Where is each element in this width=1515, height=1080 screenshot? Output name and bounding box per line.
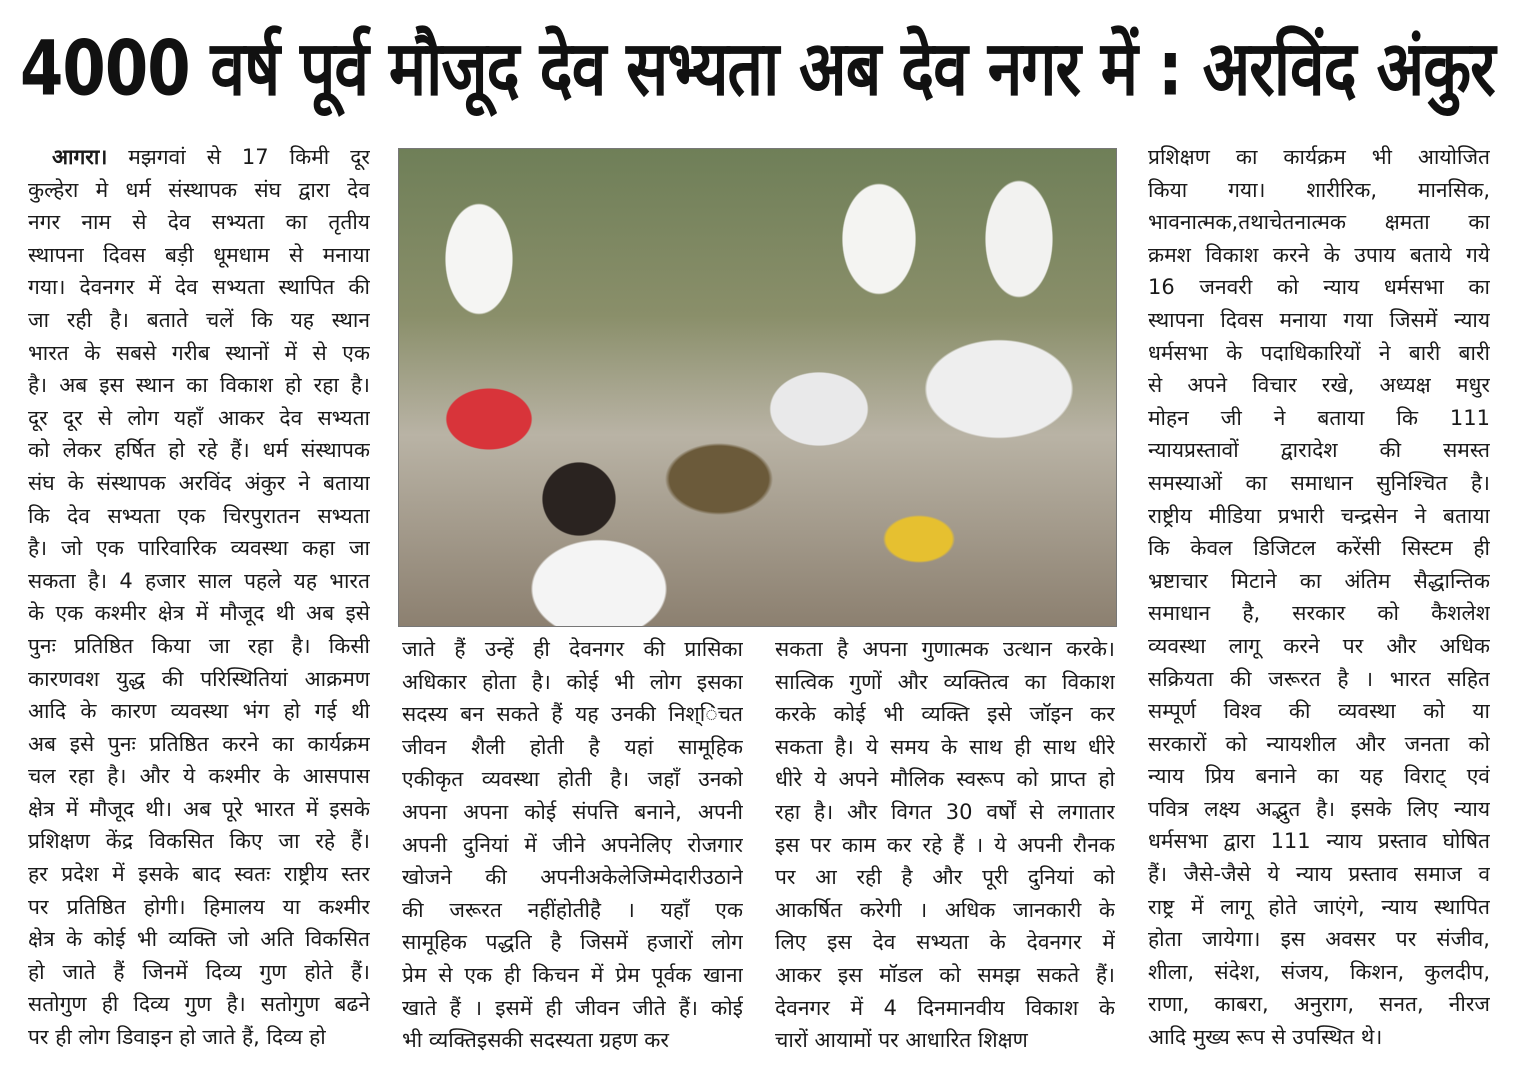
article-line: करके कोई भी व्यक्ति इसे जॉइन कर	[775, 702, 1115, 727]
article-line: धर्मसभा द्वारा 111 न्याय प्रस्ताव घोषित	[1148, 829, 1490, 854]
article-line: सम्पूर्ण विश्व की व्यवस्था को या	[1148, 699, 1490, 724]
dateline: आगरा।	[52, 145, 108, 169]
article-line: के एक कश्मीर क्षेत्र में मौजूद थी अब इसे	[28, 601, 370, 626]
article-line: हो जाते हैं जिनमें दिव्य गुण होते हैं।	[28, 959, 370, 984]
article-line: हर प्रदेश में इसके बाद स्वतः राष्ट्रीय स्तर	[28, 862, 370, 887]
article-line: जा रही है। बताते चलें कि यह स्थान	[28, 307, 370, 332]
article-line: अपनी दुनियां में जीने अपनेलिए रोजगार	[402, 832, 743, 857]
article-line: दूर दूर से लोग यहाँ आकर देव सभ्यता	[28, 405, 370, 430]
article-line: सतोगुण ही दिव्य गुण है। सतोगुण बढने	[28, 992, 370, 1017]
article-line: भावनात्मक,तथाचेतनात्मक क्षमता का	[1148, 210, 1490, 235]
article-line: एकीकृत व्यवस्था होती है। जहाँ उनको	[402, 767, 743, 792]
article-column-3	[775, 633, 1115, 1057]
article-line: समाधान है, सरकार को कैशलेश	[1148, 601, 1490, 626]
article-line: लिए इस देव सभ्यता के देवनगर में	[775, 930, 1115, 955]
article-line: क्रमश विकाश करने के उपाय बताये गये	[1148, 242, 1490, 267]
article-line: इस पर काम कर रहे हैं । ये अपनी रौनक	[775, 832, 1115, 857]
article-line: प्रशिक्षण का कार्यक्रम भी आयोजित	[1148, 145, 1490, 169]
article-line: आदि के कारण व्यवस्था भंग हो गई थी	[28, 699, 370, 724]
article-line: कि केवल डिजिटल करेंसी सिस्टम ही	[1148, 536, 1490, 561]
article-line: खाते हैं । इसमें ही जीवन जीते हैं। कोई	[402, 995, 743, 1020]
article-line: पवित्र लक्ष्य अद्भुत है। इसके लिए न्याय	[1148, 796, 1490, 821]
article-line: पुनः प्रतिष्ठित किया जा रहा है। किसी	[28, 633, 370, 658]
article-line: चल रहा है। और ये कश्मीर के आसपास	[28, 764, 370, 789]
article-line: मोहन जी ने बताया कि 111	[1148, 405, 1490, 430]
article-line: आकर्षित करेगी । अधिक जानकारी के	[775, 897, 1115, 922]
article-line: प्रेम से एक ही किचन में प्रेम पूर्वक खाना	[402, 962, 743, 987]
article-line: होता जायेगा। इस अवसर पर संजीव,	[1148, 927, 1490, 952]
article-line: 16 जनवरी को न्याय धर्मसभा का	[1148, 275, 1490, 300]
article-line: किया गया। शारीरिक, मानसिक,	[1148, 177, 1490, 202]
article-line: धीरे ये अपने मौलिक स्वरूप को प्राप्त हो	[775, 767, 1115, 792]
article-line: पर ही लोग डिवाइन हो जाते हैं, दिव्य हो	[28, 1025, 326, 1050]
article-line: चारों आयामों पर आधारित शिक्षण	[775, 1028, 1028, 1053]
article-line: खोजने की अपनीअकेलेजिम्मेदारीउठाने	[402, 865, 743, 890]
article-line: पर प्रतिष्ठित होगी। हिमालय या कश्मीर	[28, 894, 370, 919]
article-line: जीवन शैली होती है यहां सामूहिक	[402, 734, 743, 759]
article-line: न्यायप्रस्तावों द्वारादेश की समस्त	[1148, 438, 1490, 463]
article-line: पर आ रही है और पूरी दुनियां को	[775, 865, 1115, 890]
article-line: सकता है। ये समय के साथ ही साथ धीरे	[775, 734, 1115, 759]
article-line: धर्मसभा के पदाधिकारियों ने बारी बारी	[1148, 340, 1490, 365]
article-line: अधिकार होता है। कोई भी लोग इसका	[402, 669, 743, 694]
article-line: व्यवस्था लागू करने पर और अधिक	[1148, 633, 1490, 658]
headline-container	[20, 14, 1495, 124]
article-line: अब इसे पुनः प्रतिष्ठित करने का कार्यक्रम	[28, 731, 370, 756]
article-line: सरकारों को न्यायशील और जनता को	[1148, 731, 1490, 756]
article-line: भारत के सबसे गरीब स्थानों में से एक	[28, 340, 370, 365]
article-line: है। अब इस स्थान का विकाश हो रहा है।	[28, 373, 370, 398]
article-line: से अपने विचार रखे, अध्यक्ष मधुर	[1148, 373, 1490, 398]
article-column-4	[1148, 141, 1490, 1054]
article-line: जाते हैं उन्हें ही देवनगर की प्रासिका	[402, 637, 743, 661]
headline: 4000 वर्ष पूर्व मौजूद देव सभ्यता अब देव नगर में : अरविंद अंकुर	[20, 24, 1495, 113]
article-line: की जरूरत नहींहोतीहै । यहाँ एक	[402, 897, 743, 922]
article-line: गया। देवनगर में देव सभ्यता स्थापित की	[28, 275, 370, 300]
article-line: रहा है। और विगत 30 वर्षों से लगातार	[775, 799, 1115, 824]
article-line: सक्रियता की जरूरत है । भारत सहित	[1148, 666, 1490, 691]
article-line: क्षेत्र के कोई भी व्यक्ति जो अति विकसित	[28, 927, 370, 952]
article-line: सकता है। 4 हजार साल पहले यह भारत	[28, 568, 370, 593]
article-line: नगर नाम से देव सभ्यता का तृतीय	[28, 210, 370, 235]
article-line: राष्ट्रीय मीडिया प्रभारी चन्द्रसेन ने बताया	[1148, 503, 1490, 528]
article-line: समस्याओं का समाधान सुनिश्चित है।	[1148, 470, 1490, 495]
article-line: आकर इस मॉडल को समझ सकते हैं।	[775, 962, 1115, 987]
article-line: सदस्य बन सकते हैं यह उनकी निश्िंचत	[402, 702, 743, 727]
article-line: हैं। जैसे-जैसे ये न्याय प्रस्ताव समाज व	[1148, 862, 1490, 887]
article-line: अपना अपना कोई संपत्ति बनाने, अपनी	[402, 799, 743, 824]
article-line: सामूहिक पद्धति है जिसमें हजारों लोग	[402, 930, 743, 955]
article-line: शीला, संदेश, संजय, किशन, कुलदीप,	[1148, 959, 1490, 984]
article-line: आगरा। मझगवां से 17 किमी दूर	[52, 145, 370, 169]
article-line: क्षेत्र में मौजूद थी। अब पूरे भारत में इसके	[28, 796, 370, 821]
article-line: कारणवश युद्ध की परिस्थितियां आक्रमण	[28, 666, 370, 691]
news-photo	[398, 148, 1117, 627]
article-line: संघ के संस्थापक अरविंद अंकुर ने बताया	[28, 470, 370, 495]
article-line: भ्रष्टाचार मिटाने का अंतिम सैद्धान्तिक	[1148, 568, 1490, 593]
article-line: राणा, काबरा, अनुराग, सनत, नीरज	[1148, 992, 1490, 1017]
article-line: सकता है अपना गुणात्मक उत्थान करके।	[775, 637, 1115, 661]
article-line: है। जो एक पारिवारिक व्यवस्था कहा जा	[28, 536, 370, 561]
article-column-1	[28, 141, 370, 1054]
article-line: प्रशिक्षण केंद्र विकसित किए जा रहे हैं।	[28, 829, 370, 854]
article-line: स्थापना दिवस मनाया गया जिसमें न्याय	[1148, 307, 1490, 332]
article-line: सात्विक गुणों और व्यक्तित्व का विकाश	[775, 669, 1115, 694]
article-line: राष्ट्र में लागू होते जाएंगे, न्याय स्थापित	[1148, 894, 1490, 919]
article-line: कि देव सभ्यता एक चिरपुरातन सभ्यता	[28, 503, 370, 528]
article-line: न्याय प्रिय बनाने का यह विराट् एवं	[1148, 764, 1490, 789]
article-line: देवनगर में 4 दिनमानवीय विकाश के	[775, 995, 1115, 1020]
article-line: कुल्हेरा मे धर्म संस्थापक संघ द्वारा देव	[28, 177, 370, 202]
article-column-2	[402, 633, 743, 1057]
article-line: स्थापना दिवस बड़ी धूमधाम से मनाया	[28, 242, 370, 267]
article-line: को लेकर हर्षित हो रहे हैं। धर्म संस्थापक	[28, 438, 370, 463]
article-line: आदि मुख्य रूप से उपस्थित थे।	[1148, 1025, 1383, 1050]
article-line: भी व्यक्तिइसकी सदस्यता ग्रहण कर	[402, 1028, 670, 1053]
